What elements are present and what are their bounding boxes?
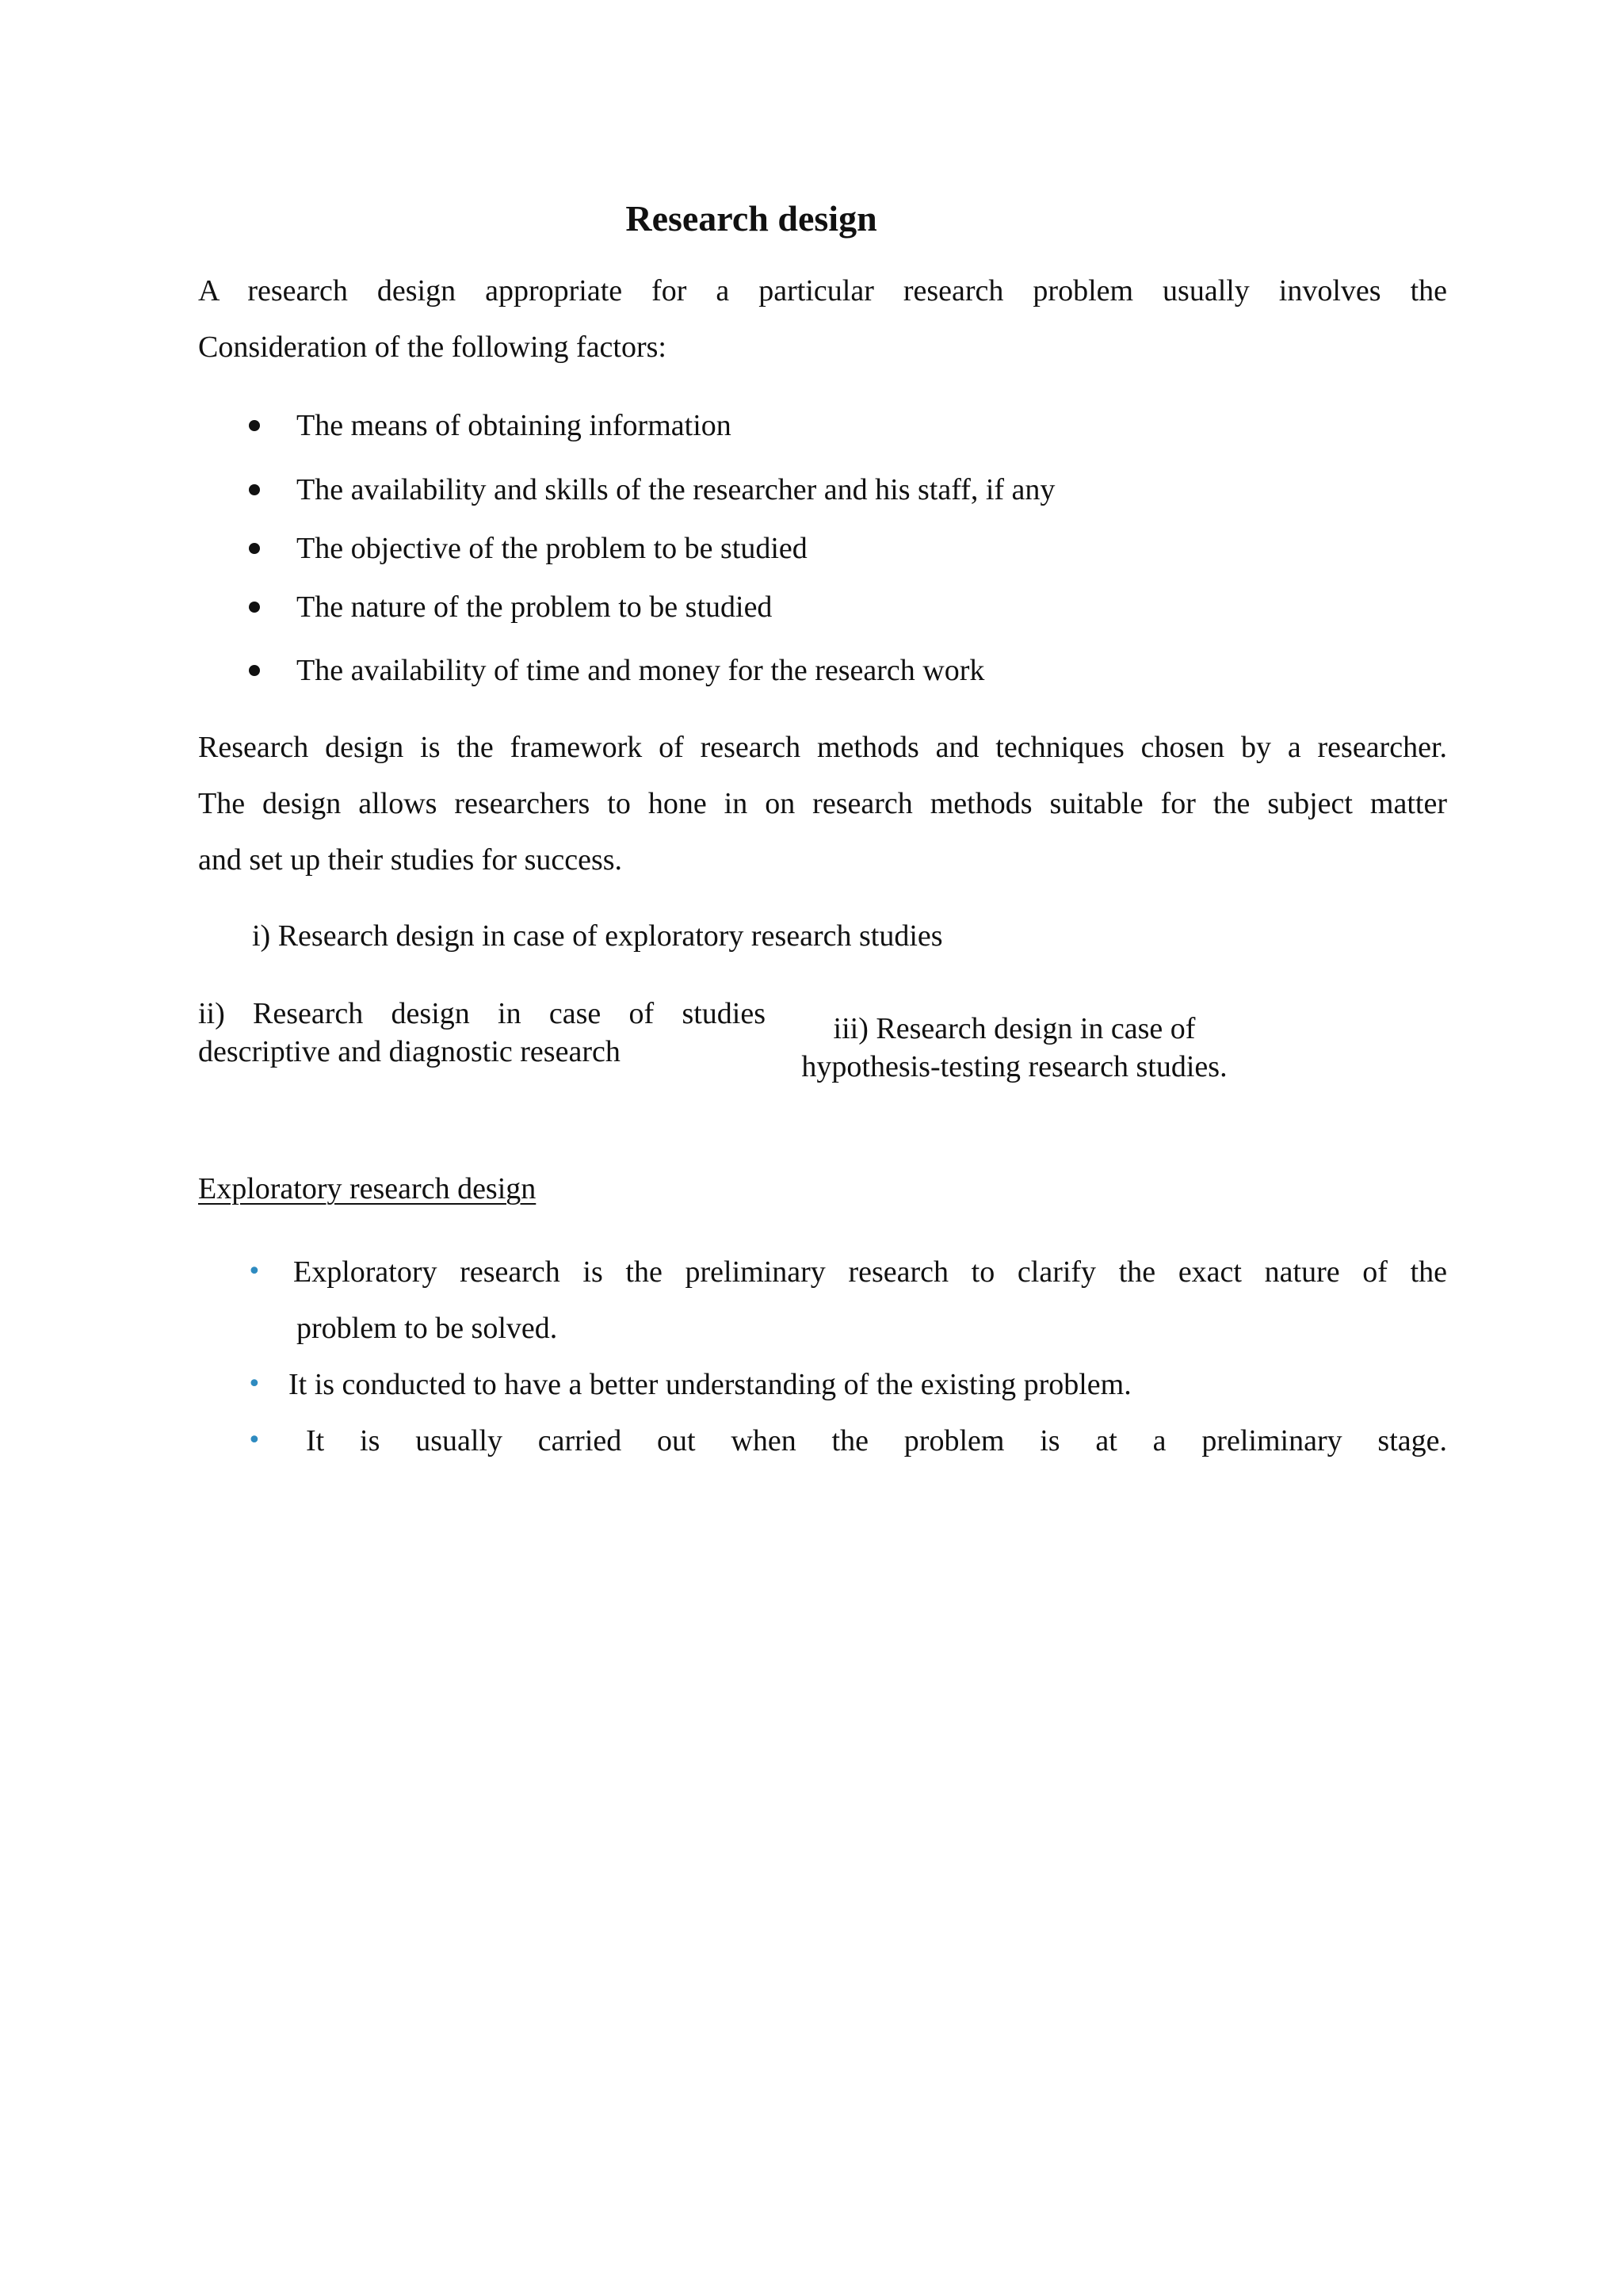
design-ii-line-2: descriptive and diagnostic research — [198, 1035, 621, 1068]
factor-item: The means of obtaining information — [296, 409, 731, 442]
bullet-dot-icon: • — [247, 1258, 262, 1286]
bullet-dot-icon — [249, 543, 260, 554]
intro-line-1: A research design appropriate for a particular research problem usually involves the — [198, 274, 1447, 308]
bullet-dot-icon: • — [247, 1427, 262, 1454]
intro-line-2: Consideration of the following factors: — [198, 330, 666, 364]
definition-paragraph — [198, 720, 1447, 888]
factor-item: The availability of time and money for the research work — [296, 654, 985, 687]
factor-item: The objective of the problem to be studied — [296, 532, 808, 565]
design-type-iii — [761, 1010, 1268, 1086]
design-ii-line-1: ii) Research design in case of studies — [198, 997, 766, 1030]
design-iii-line-2: hypothesis-testing research studies. — [801, 1050, 1228, 1083]
intro-paragraph — [198, 263, 1447, 376]
factor-item: The nature of the problem to be studied — [296, 590, 773, 624]
design-iii-line-1: iii) Research design in case of — [833, 1012, 1196, 1045]
design-type-ii — [198, 995, 766, 1071]
bullet-dot-icon — [249, 602, 260, 613]
exploratory-point-1-line-2: problem to be solved. — [296, 1312, 558, 1345]
exploratory-point-2: It is conducted to have a better understanding of the existing problem. — [288, 1368, 1132, 1401]
factor-item: The availability and skills of the researcher and his staff, if any — [296, 473, 1056, 506]
section-heading: Exploratory research design — [198, 1172, 537, 1205]
bullet-dot-icon — [249, 665, 260, 676]
exploratory-point-1-line-1: Exploratory research is the preliminary research to clarify the exact nature of the — [293, 1255, 1447, 1289]
definition-line-1: Research design is the framework of research methods and techniques chosen by a researcher. — [198, 731, 1447, 764]
exploratory-point-3: It is usually carried out when the problem is at a preliminary stage. — [306, 1424, 1447, 1457]
bullet-dot-icon — [249, 420, 260, 431]
bullet-dot-icon — [249, 484, 260, 495]
page-title: Research design — [625, 198, 877, 239]
definition-line-3: and set up their studies for success. — [198, 843, 623, 877]
design-type-i: i) Research design in case of exploratory research studies — [252, 919, 943, 953]
bullet-dot-icon: • — [247, 1370, 262, 1398]
definition-line-2: The design allows researchers to hone in on research methods suitable for the subject matter — [198, 787, 1447, 820]
